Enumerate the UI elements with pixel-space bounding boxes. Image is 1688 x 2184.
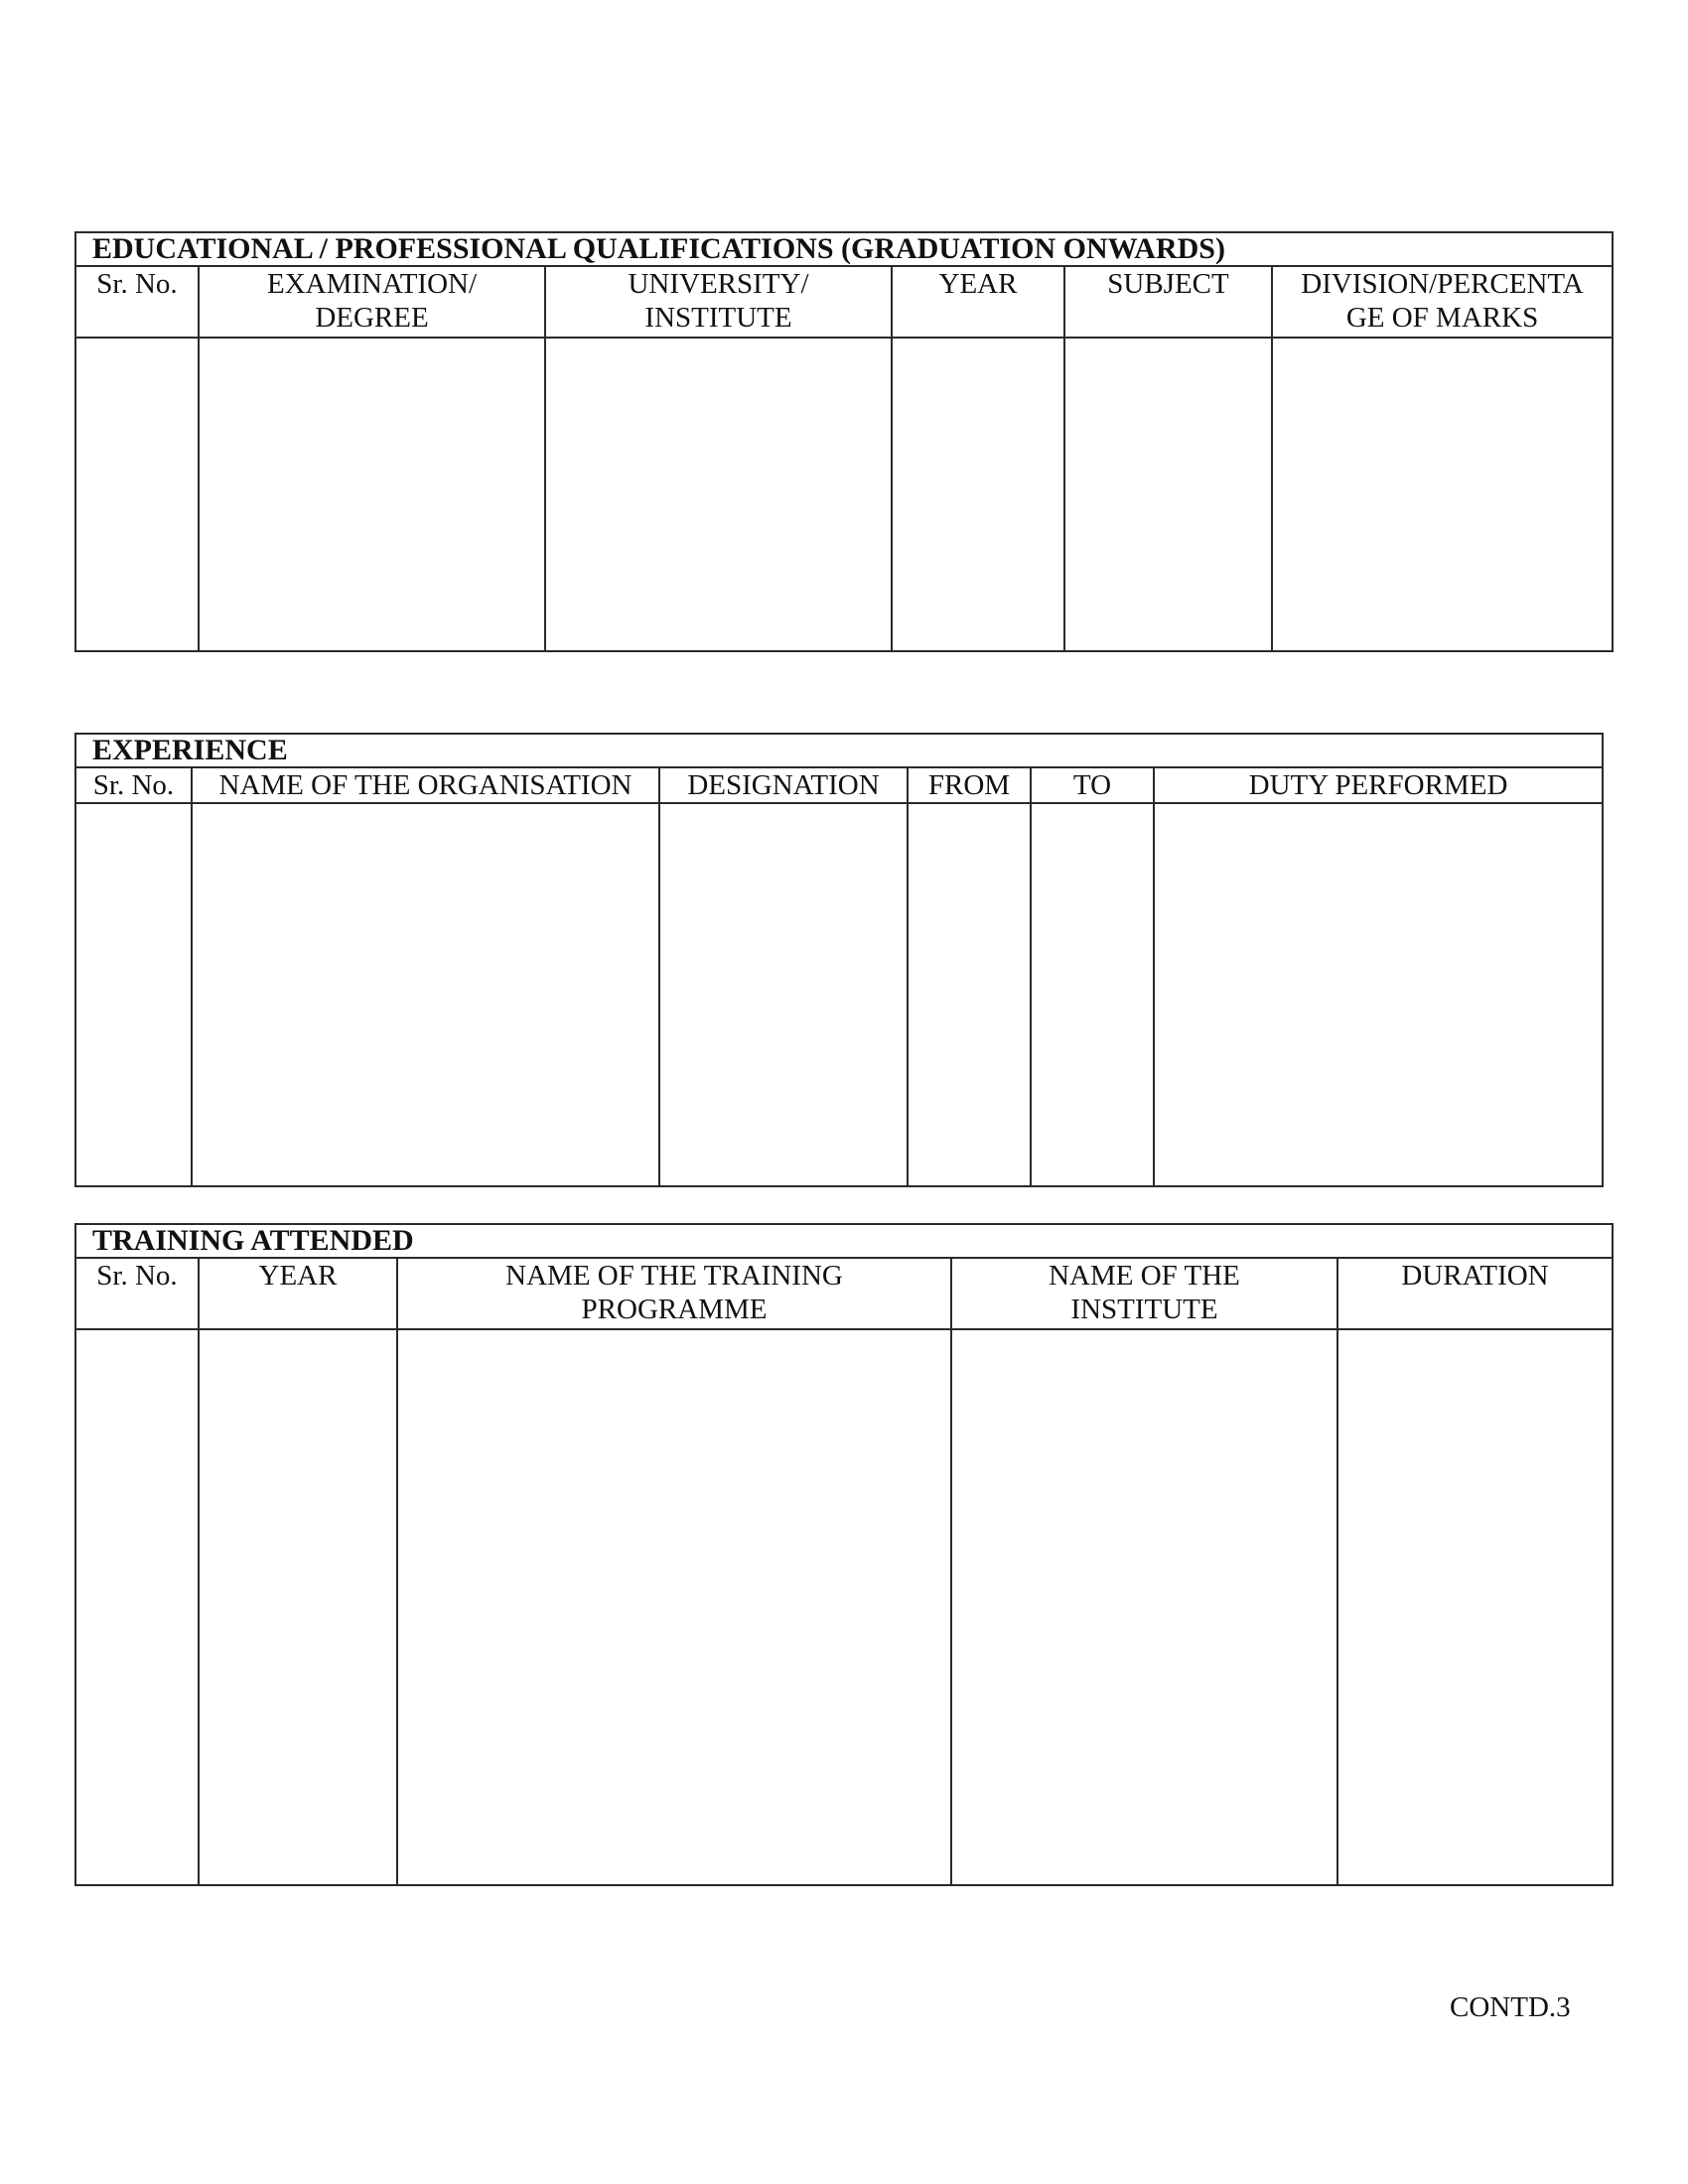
training-col-institute-line1: NAME OF THE xyxy=(1049,1260,1240,1292)
experience-col-sr-no xyxy=(75,767,192,803)
education-section-title: EDUCATIONAL / PROFESSIONAL QUALIFICATIONS (GRADUATION ONWARDS) xyxy=(75,232,1613,266)
training-entry-duration[interactable] xyxy=(1337,1329,1613,1885)
experience-col-organisation-label: NAME OF THE ORGANISATION xyxy=(218,769,633,801)
education-col-examination-line1: EXAMINATION/ xyxy=(266,268,478,300)
experience-entry-designation[interactable] xyxy=(659,803,908,1186)
experience-col-to xyxy=(1031,767,1154,803)
experience-title-row xyxy=(75,734,1603,767)
education-entry-sr-no[interactable] xyxy=(75,338,199,651)
training-header-row xyxy=(75,1258,1613,1329)
experience-col-organisation xyxy=(192,767,659,803)
experience-entry-to[interactable] xyxy=(1031,803,1154,1186)
experience-header-row xyxy=(75,767,1603,803)
experience-entry-row[interactable] xyxy=(75,803,1603,1186)
experience-col-duty-label: DUTY PERFORMED xyxy=(1248,769,1508,801)
education-col-division xyxy=(1272,266,1613,338)
experience-col-from xyxy=(908,767,1031,803)
experience-entry-from[interactable] xyxy=(908,803,1031,1186)
education-col-examination xyxy=(199,266,545,338)
experience-col-designation xyxy=(659,767,908,803)
education-header-row xyxy=(75,266,1613,338)
experience-section-title: EXPERIENCE xyxy=(75,734,1603,767)
experience-table xyxy=(74,733,1604,1187)
education-entry-division[interactable] xyxy=(1272,338,1613,651)
education-col-subject xyxy=(1064,266,1272,338)
training-entry-sr-no[interactable] xyxy=(75,1329,199,1885)
experience-col-from-label: FROM xyxy=(927,769,1011,801)
education-col-subject-label: SUBJECT xyxy=(1107,268,1229,300)
training-col-year-label: YEAR xyxy=(258,1260,338,1292)
education-entry-row[interactable] xyxy=(75,338,1613,651)
education-col-university xyxy=(545,266,892,338)
experience-col-sr-no-label: Sr. No. xyxy=(92,769,175,801)
training-col-programme-line1: NAME OF THE TRAINING xyxy=(505,1260,843,1292)
education-col-year xyxy=(892,266,1064,338)
training-entry-institute[interactable] xyxy=(951,1329,1337,1885)
training-col-programme xyxy=(397,1258,951,1329)
education-col-sr-no-label: Sr. No. xyxy=(96,268,178,300)
experience-entry-organisation[interactable] xyxy=(192,803,659,1186)
education-title-row xyxy=(75,232,1613,266)
training-col-duration xyxy=(1337,1258,1613,1329)
training-col-sr-no-label: Sr. No. xyxy=(96,1260,178,1292)
experience-col-designation-label: DESIGNATION xyxy=(687,769,880,801)
training-col-institute-line2: INSTITUTE xyxy=(1070,1294,1218,1325)
education-entry-subject[interactable] xyxy=(1064,338,1272,651)
training-col-sr-no xyxy=(75,1258,199,1329)
training-title-row xyxy=(75,1224,1613,1258)
training-col-programme-line2: PROGRAMME xyxy=(581,1294,768,1325)
training-entry-year[interactable] xyxy=(199,1329,397,1885)
training-entry-row[interactable] xyxy=(75,1329,1613,1885)
training-entry-programme[interactable] xyxy=(397,1329,951,1885)
education-table xyxy=(74,231,1614,652)
training-section-title: TRAINING ATTENDED xyxy=(75,1224,1613,1258)
training-col-institute xyxy=(951,1258,1337,1329)
education-col-university-line2: INSTITUTE xyxy=(644,302,792,334)
education-col-examination-line2: DEGREE xyxy=(315,302,429,334)
continued-page-marker: CONTD.3 xyxy=(1450,1991,1571,2023)
education-entry-examination[interactable] xyxy=(199,338,545,651)
education-entry-university[interactable] xyxy=(545,338,892,651)
experience-col-to-label: TO xyxy=(1072,769,1112,801)
education-entry-year[interactable] xyxy=(892,338,1064,651)
education-col-division-line2: GE OF MARKS xyxy=(1345,302,1539,334)
education-col-sr-no xyxy=(75,266,199,338)
education-col-university-line1: UNIVERSITY/ xyxy=(628,268,809,300)
education-col-year-label: YEAR xyxy=(938,268,1018,300)
experience-entry-duty[interactable] xyxy=(1154,803,1603,1186)
training-col-duration-label: DURATION xyxy=(1401,1260,1549,1292)
training-table xyxy=(74,1223,1614,1886)
experience-entry-sr-no[interactable] xyxy=(75,803,192,1186)
education-col-division-line1: DIVISION/PERCENTA xyxy=(1301,268,1584,300)
training-col-year xyxy=(199,1258,397,1329)
experience-col-duty xyxy=(1154,767,1603,803)
